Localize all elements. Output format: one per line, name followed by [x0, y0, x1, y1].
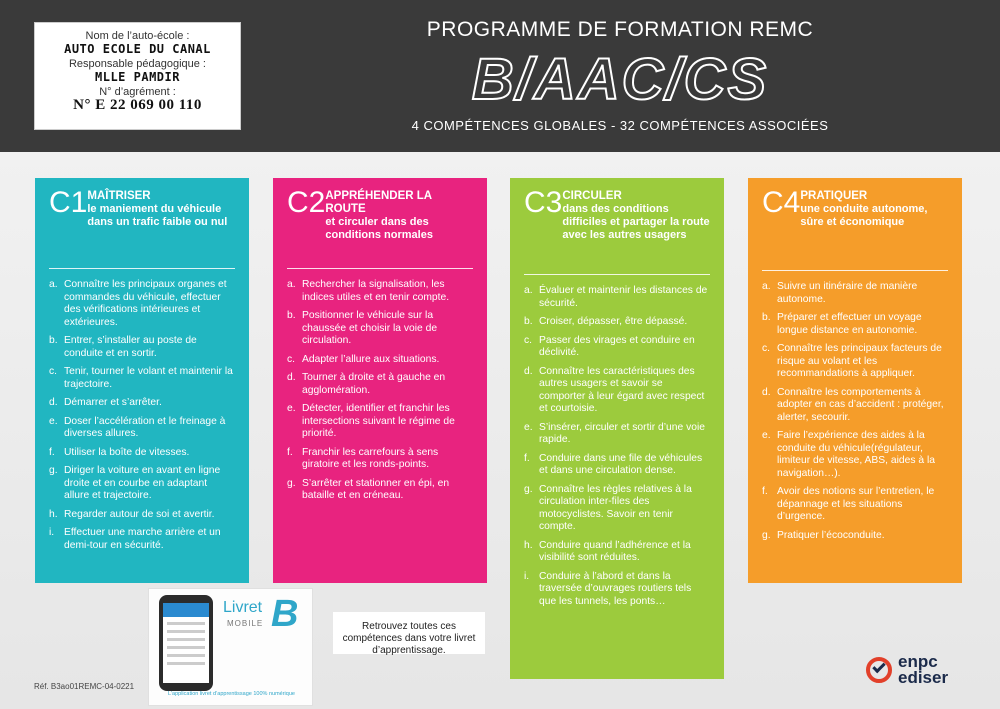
competence-item — [762, 530, 948, 543]
card-title-main: APPRÉHENDER LA ROUTE — [325, 190, 432, 215]
item-letter: a. — [287, 279, 296, 290]
item-text: Connaître les principaux facteurs de risque au volant et les recommandations à appliquer. — [777, 343, 942, 379]
item-letter: e. — [287, 403, 296, 414]
competence-item — [524, 422, 710, 447]
item-text: Passer des virages et conduire en déclivité. — [539, 334, 695, 358]
item-text: Conduire quand l’adhérence et la visibilité sont réduites. — [539, 539, 691, 563]
card-header — [287, 188, 473, 260]
competence-item — [762, 486, 948, 524]
license-title: B/AAC/CS — [471, 47, 769, 112]
competence-item — [524, 285, 710, 310]
competence-card-c4 — [748, 178, 962, 583]
item-text: Tenir, tourner le volant et maintenir la trajectoire. — [64, 366, 233, 390]
header-banner — [0, 0, 1000, 152]
card-title — [87, 188, 235, 229]
item-text: Détecter, identifier et franchir les intersections suivant le régime de priorité. — [302, 403, 455, 439]
competence-item — [762, 387, 948, 425]
logo-line2: ediser — [898, 668, 949, 687]
competence-item — [49, 527, 235, 552]
item-letter: g. — [287, 477, 296, 489]
item-text: Pratiquer l’écoconduite. — [777, 529, 885, 541]
competence-card-c2 — [273, 178, 487, 583]
logo-line1: enpc — [898, 652, 938, 671]
competences-subtitle: 4 COMPÉTENCES GLOBALES - 32 COMPÉTENCES ASSOCIÉES — [411, 118, 829, 133]
school-info-box — [34, 22, 241, 130]
livret-brand-text: Livret — [223, 599, 263, 616]
manager-label: Responsable pédagogique : — [68, 58, 206, 70]
item-letter: b. — [524, 316, 533, 327]
competence-item — [49, 279, 235, 329]
item-text: Préparer et effectuer un voyage longue distance en autonomie. — [777, 312, 922, 336]
item-text: Tourner à droite et à gauche en agglomération. — [302, 372, 446, 396]
item-letter: d. — [524, 365, 533, 377]
competence-list — [762, 281, 948, 542]
competence-item — [287, 447, 473, 472]
reference-code: Réf. B3ao01REMC-04-0221 — [34, 682, 135, 691]
item-text: Avoir des notions sur l’entretien, le dépannage et les situations d’urgence. — [777, 486, 935, 522]
card-title-main: CIRCULER — [562, 190, 622, 202]
item-letter: b. — [762, 312, 771, 323]
item-text: Connaître les comportements à adopter en cas d’accident : protéger, alerter, secourir. — [777, 386, 944, 423]
item-letter: i. — [524, 570, 530, 582]
item-letter: f. — [762, 486, 768, 497]
competence-item — [524, 453, 710, 478]
item-text: Adapter l’allure aux situations. — [302, 353, 440, 365]
item-text: Faire l’expérience des aides à la conduite du véhicule(régulateur, limiteur de vitesse, ABS, aides à la navigation…). — [777, 430, 935, 479]
item-letter: d. — [49, 397, 58, 408]
item-letter: g. — [49, 465, 58, 476]
competence-item — [287, 279, 473, 304]
card-title-sub: dans des conditions difficiles et partager la route avec les autres usagers — [562, 203, 710, 241]
competence-item — [49, 366, 235, 391]
item-letter: f. — [524, 452, 530, 464]
livret-mobile-text: MOBILE — [227, 619, 264, 628]
item-letter: c. — [762, 343, 771, 354]
item-letter: h. — [524, 539, 533, 551]
card-title-sub: le maniement du véhicule dans un trafic faible ou nul — [87, 203, 228, 228]
card-code: C2 — [287, 186, 326, 219]
card-title-main: MAÎTRISER — [87, 190, 151, 202]
item-letter: a. — [762, 281, 771, 292]
item-letter: a. — [49, 279, 58, 290]
manager-name: MLLE PAMDIR — [95, 70, 180, 84]
item-text: Diriger la voiture en avant en ligne droite et en courbe en adaptant allure et trajectoire. — [64, 465, 221, 501]
competence-item — [524, 335, 710, 360]
competence-item — [762, 312, 948, 337]
item-text: Suivre un itinéraire de manière autonome. — [777, 281, 918, 305]
competence-item — [762, 343, 948, 381]
item-letter: f. — [287, 446, 293, 458]
item-letter: e. — [49, 415, 58, 427]
card-header — [524, 188, 710, 264]
competence-item — [49, 397, 235, 410]
competence-list — [287, 279, 473, 503]
competence-item — [524, 366, 710, 416]
card-title — [562, 188, 710, 242]
approval-label: N° d’agrément : — [99, 86, 176, 98]
item-text: Utiliser la boîte de vitesses. — [64, 446, 190, 458]
item-text: Entrer, s’installer au poste de conduite et en sortir. — [64, 335, 197, 359]
competence-item — [49, 509, 235, 522]
card-divider — [762, 270, 948, 271]
livret-note: Retrouvez toutes ces compétences dans votre livret d’apprentissage. — [333, 612, 485, 654]
card-title-sub: une conduite autonome, sûre et économique — [800, 203, 928, 228]
card-header — [762, 188, 948, 260]
item-letter: f. — [49, 446, 55, 458]
livret-mobile-ad — [148, 588, 313, 706]
item-text: Croiser, dépasser, être dépassé. — [539, 316, 688, 327]
competence-item — [524, 571, 710, 609]
card-title-sub: et circuler dans des conditions normales — [325, 216, 433, 241]
item-letter: a. — [524, 285, 533, 296]
item-text: S’insérer, circuler et sortir d’une voie rapide. — [539, 421, 705, 445]
item-letter: e. — [762, 430, 771, 441]
card-divider — [287, 268, 473, 269]
competence-item — [524, 484, 710, 534]
competence-list — [524, 285, 710, 608]
item-text: Connaître les caractéristiques des autres usagers et savoir se comporter à leur égard avec respect et courtoisie. — [539, 365, 705, 414]
livret-caption: L’application livret d’apprentissage 100% numérique — [168, 691, 295, 697]
item-letter: h. — [49, 508, 58, 520]
item-letter: g. — [524, 483, 533, 495]
competence-item — [287, 478, 473, 503]
competence-item — [49, 416, 235, 441]
card-code: C3 — [524, 186, 563, 219]
item-text: Regarder autour de soi et avertir. — [64, 508, 215, 520]
item-text: Rechercher la signalisation, les indices utiles et en tenir compte. — [302, 279, 450, 303]
item-text: Connaître les principaux organes et commandes du véhicule, effectuer des vérifications intérieures et extérieures. — [64, 279, 227, 328]
item-letter: c. — [524, 334, 533, 346]
competence-list — [49, 279, 235, 552]
item-letter: b. — [49, 335, 58, 346]
item-text: Conduire à l’abord et dans la traversée d’ouvrages routiers tels que les tunnels, les ponts… — [539, 570, 692, 607]
item-letter: c. — [49, 366, 58, 377]
card-header — [49, 188, 235, 260]
competence-item — [287, 354, 473, 367]
card-title-main: PRATIQUER — [800, 190, 868, 202]
enpc-ediser-logo — [866, 649, 966, 689]
approval-number: N° E 22 069 00 110 — [73, 97, 202, 113]
card-title — [325, 188, 473, 242]
competence-item — [287, 310, 473, 348]
item-text: Évaluer et maintenir les distances de sécurité. — [539, 285, 708, 309]
program-title: PROGRAMME DE FORMATION REMC — [426, 18, 814, 41]
item-letter: d. — [287, 372, 296, 383]
competence-card-c3 — [510, 178, 724, 679]
card-code: C4 — [762, 186, 801, 219]
competence-item — [524, 316, 710, 329]
school-name: AUTO ECOLE DU CANAL — [64, 42, 211, 56]
card-code: C1 — [49, 186, 88, 219]
competence-item — [762, 430, 948, 480]
item-text: Conduire dans une file de véhicules et dans une circulation dense. — [539, 452, 703, 476]
item-text: S’arrêter et stationner en épi, en bataille et en créneau. — [302, 477, 450, 501]
competence-item — [287, 403, 473, 441]
competence-item — [49, 335, 235, 360]
phone-icon — [159, 595, 213, 691]
item-text: Positionner le véhicule sur la chaussée et choisir la voie de circulation. — [302, 310, 438, 346]
item-letter: d. — [762, 386, 771, 398]
item-text: Doser l’accélération et le freinage à diverses allures. — [64, 415, 226, 439]
item-letter: b. — [287, 310, 296, 321]
card-divider — [524, 274, 710, 275]
item-letter: g. — [762, 529, 771, 541]
competence-item — [762, 281, 948, 306]
competence-item — [287, 372, 473, 397]
item-text: Connaître les règles relatives à la circulation inter-files des motocyclistes. Savoir en tenir compte. — [539, 483, 692, 532]
card-title — [800, 188, 948, 229]
item-letter: i. — [49, 527, 55, 538]
item-text: Franchir les carrefours à sens giratoire et les ronds-points. — [302, 446, 439, 470]
livret-brand-letter: B — [271, 593, 299, 635]
card-divider — [49, 268, 235, 269]
item-letter: c. — [287, 353, 296, 365]
item-text: Démarrer et s’arrêter. — [64, 397, 162, 408]
competence-item — [49, 447, 235, 460]
school-name-label: Nom de l’auto-école : — [85, 30, 190, 42]
item-text: Effectuer une marche arrière et un demi-tour en sécurité. — [64, 527, 221, 551]
item-letter: e. — [524, 421, 533, 433]
competence-card-c1 — [35, 178, 249, 583]
competence-item — [524, 540, 710, 565]
competence-item — [49, 465, 235, 503]
